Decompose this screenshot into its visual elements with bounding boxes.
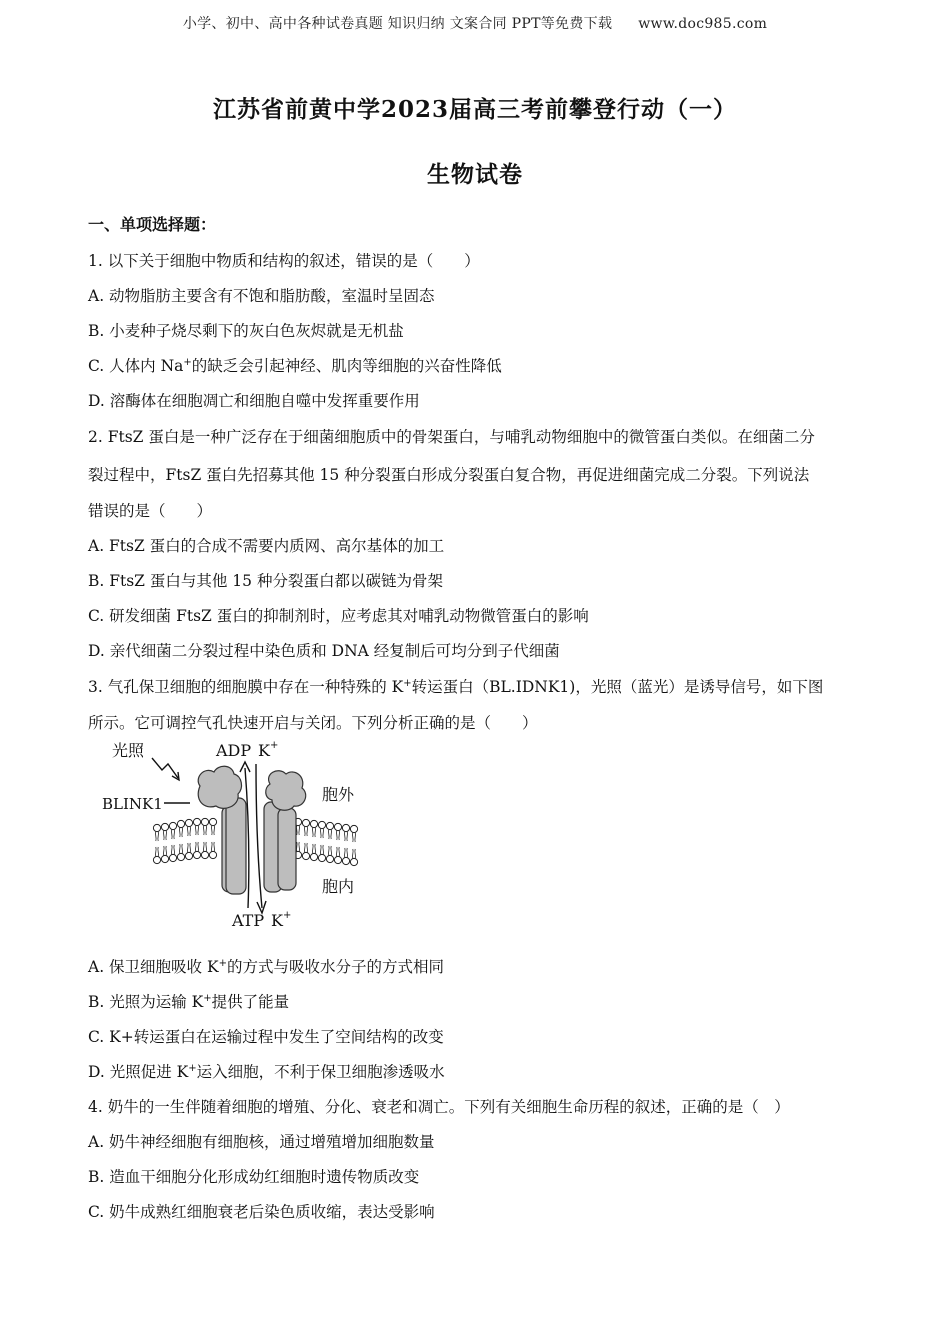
q3-option-d [88, 1060, 445, 1082]
q2-option-c: C. 研发细菌 FtsZ 蛋白的抑制剂时，应考虑其对哺乳动物微管蛋白的影响 [88, 607, 589, 625]
q3-stem-text-rest: 转运蛋白（BL.IDNK1)，光照（蓝光）是诱导信号，如下图 [411, 678, 824, 696]
q2-stem-line1: 2. FtsZ 蛋白是一种广泛存在于细菌细胞质中的骨架蛋白，与哺乳动物细胞中的微管蛋白类似。在细菌二分 [88, 428, 815, 446]
q4-option-c: C. 奶牛成熟红细胞衰老后染色质收缩，表达受影响 [88, 1203, 435, 1221]
q3-d-text: D. 光照促进 K [88, 1063, 189, 1081]
q3-a-text-rest: 的方式与吸收水分子的方式相同 [226, 958, 444, 976]
channel-protein-left [198, 766, 246, 894]
q3-d-sup: + [188, 1062, 197, 1074]
q4-stem: 4. 奶牛的一生伴随着细胞的增殖、分化、衰老和凋亡。下列有关细胞生命历程的叙述，正确的是（ ） [88, 1098, 790, 1116]
label-inside: 胞内 [322, 877, 355, 896]
label-atp: ATP [232, 911, 265, 928]
q1-stem: 1. 以下关于细胞中物质和结构的叙述，错误的是（ ） [88, 252, 480, 270]
label-k-bottom: K [271, 911, 283, 928]
q1-c-text: C. 人体内 Na [88, 357, 184, 375]
label-k-top: K [258, 741, 270, 760]
page-header [0, 13, 950, 33]
header-site-link[interactable]: www.doc985.com [638, 16, 768, 32]
lipid-bilayer-left [153, 818, 216, 863]
section-heading: 一、单项选择题： [88, 215, 217, 234]
q2-option-b: B. FtsZ 蛋白与其他 15 种分裂蛋白都以碳链为骨架 [88, 572, 443, 590]
q3-d-text-rest: 运入细胞，不利于保卫细胞渗透吸水 [196, 1063, 445, 1081]
exam-subject: 生物试卷 [427, 161, 523, 188]
q1-option-b: B. 小麦种子烧尽剩下的灰白色灰烬就是无机盐 [88, 322, 404, 340]
q1-option-d: D. 溶酶体在细胞凋亡和细胞自噬中发挥重要作用 [88, 392, 420, 410]
membrane-diagram [100, 736, 370, 928]
label-adp: ADP [216, 741, 252, 760]
q2-option-d: D. 亲代细菌二分裂过程中染色质和 DNA 经复制后可均分到子代细菌 [88, 642, 560, 660]
q2-option-a: A. FtsZ 蛋白的合成不需要内质网、高尔基体的加工 [88, 537, 445, 555]
channel-protein-right [264, 771, 306, 892]
q3-stem-line2: 所示。它可调控气孔快速开启与关闭。下列分析正确的是（ ） [88, 714, 538, 732]
label-outside: 胞外 [322, 785, 355, 804]
k-channel-figure [100, 736, 370, 928]
light-signal-icon [152, 758, 178, 778]
q3-option-b [88, 990, 289, 1012]
label-k-bottom-sup: + [283, 910, 292, 921]
q3-b-text: B. 光照为运输 K [88, 993, 204, 1011]
exam-title: 江苏省前黄中学2023届高三考前攀登行动（一） [212, 96, 737, 123]
q3-option-c: C. K+转运蛋白在运输过程中发生了空间结构的改变 [88, 1028, 444, 1046]
q3-stem-line1 [88, 675, 823, 697]
q3-stem-text: 3. 气孔保卫细胞的细胞膜中存在一种特殊的 K [88, 678, 404, 696]
lipid-bilayer-right [286, 818, 357, 865]
q3-b-sup: + [203, 992, 212, 1004]
q4-option-b: B. 造血干细胞分化形成幼红细胞时遗传物质改变 [88, 1168, 420, 1186]
q1-c-text-rest: 的缺乏会引起神经、肌肉等细胞的兴奋性降低 [191, 357, 502, 375]
q2-stem-line3: 错误的是（ ） [88, 502, 213, 520]
label-k-top-sup: + [270, 740, 279, 751]
q2-stem-line2: 裂过程中，FtsZ 蛋白先招募其他 15 种分裂蛋白形成分裂蛋白复合物，再促进细菌完成二分裂。下列说法 [88, 466, 810, 484]
q1-c-sup: + [183, 356, 192, 368]
q1-option-a: A. 动物脂肪主要含有不饱和脂肪酸，室温时呈固态 [88, 287, 435, 305]
q3-stem-sup: + [403, 677, 412, 689]
header-categories: 小学、初中、高中各种试卷真题 知识归纳 文案合同 PPT等免费下载 [182, 16, 613, 32]
q3-a-sup: + [218, 957, 227, 969]
q3-option-a [88, 955, 444, 977]
q1-option-c [88, 354, 502, 376]
light-arrow-head [172, 772, 179, 780]
q3-b-text-rest: 提供了能量 [211, 993, 290, 1011]
q4-option-a: A. 奶牛神经细胞有细胞核，通过增殖增加细胞数量 [88, 1133, 435, 1151]
label-light: 光照 [112, 741, 145, 760]
q3-a-text: A. 保卫细胞吸收 K [88, 958, 219, 976]
label-blink1: BLINK1 [102, 795, 163, 813]
